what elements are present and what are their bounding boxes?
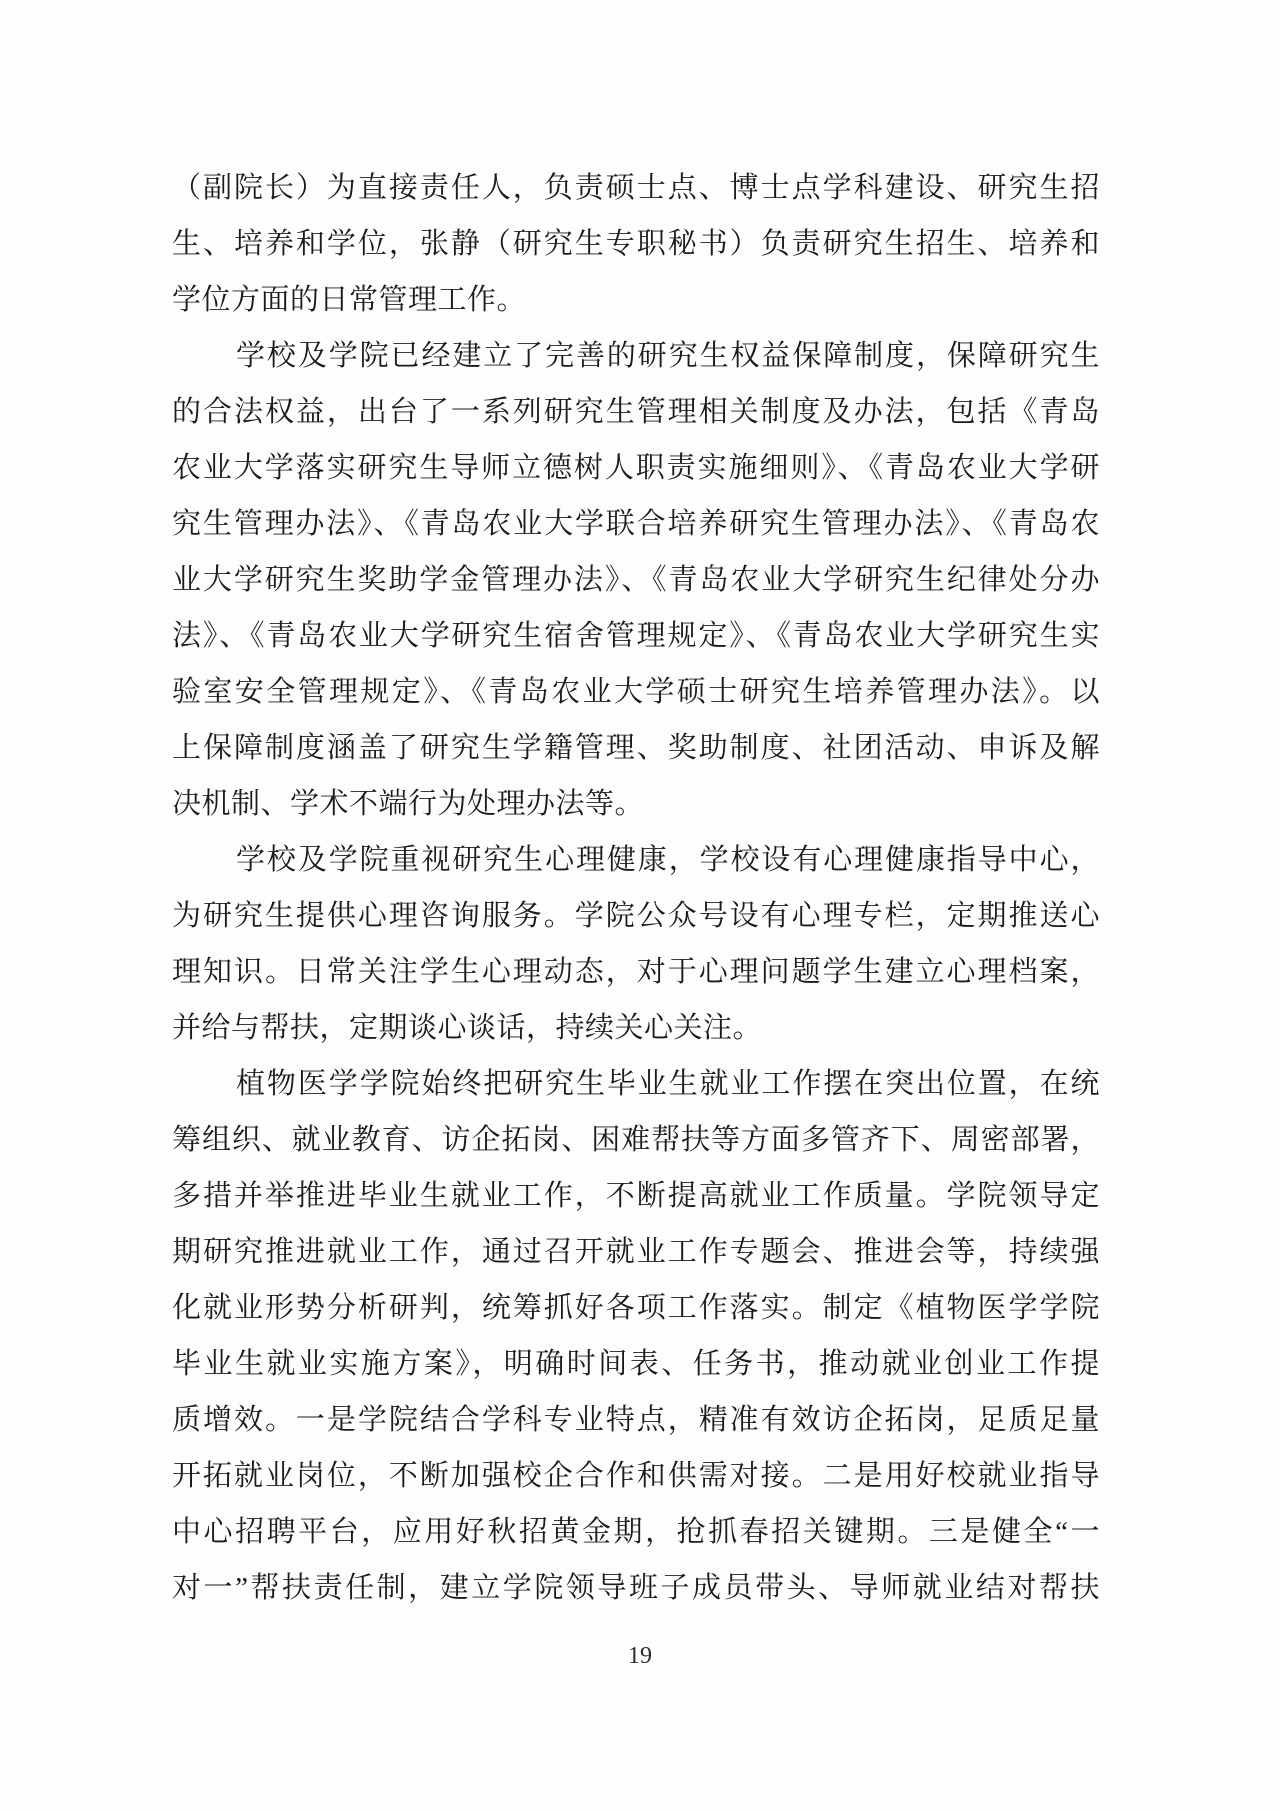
text-line: 学位方面的日常管理工作。 xyxy=(172,284,527,316)
text-line: 毕业生就业实施方案》，明确时间表、任务书，推动就业创业工作提 xyxy=(172,1348,1100,1380)
text-line: 为研究生提供心理咨询服务。学院公众号设有心理专栏，定期推送心 xyxy=(172,900,1100,932)
text-line: 的合法权益，出台了一系列研究生管理相关制度及办法，包括《青岛 xyxy=(172,396,1100,428)
text-line: 化就业形势分析研判，统筹抓好各项工作落实。制定《植物医学学院 xyxy=(172,1292,1100,1324)
text-line: 质增效。一是学院结合学科专业特点，精准有效访企拓岗，足质足量 xyxy=(172,1404,1100,1436)
text-line: 对一”帮扶责任制，建立学院领导班子成员带头、导师就业结对帮扶 xyxy=(172,1572,1100,1604)
paragraph xyxy=(172,832,1100,1056)
text-line: 农业大学落实研究生导师立德树人职责实施细则》、《青岛农业大学研 xyxy=(172,452,1100,484)
text-line: 期研究推进就业工作，通过召开就业工作专题会、推进会等，持续强 xyxy=(172,1236,1100,1268)
paragraph xyxy=(172,160,1100,328)
text-line: 决机制、学术不端行为处理办法等。 xyxy=(172,788,645,820)
text-line: 业大学研究生奖助学金管理办法》、《青岛农业大学研究生纪律处分办 xyxy=(172,564,1100,596)
paragraph xyxy=(172,328,1100,832)
document-body xyxy=(172,160,1100,1616)
text-line: 并给与帮扶，定期谈心谈话，持续关心关注。 xyxy=(172,1012,763,1044)
text-line: 学校及学院重视研究生心理健康，学校设有心理健康指导中心， xyxy=(236,844,1100,876)
text-line: 生、培养和学位，张静（研究生专职秘书）负责研究生招生、培养和 xyxy=(172,228,1100,260)
text-line: 植物医学学院始终把研究生毕业生就业工作摆在突出位置，在统 xyxy=(236,1068,1100,1100)
page-number: 19 xyxy=(628,1643,652,1669)
text-line: 法》、《青岛农业大学研究生宿舍管理规定》、《青岛农业大学研究生实 xyxy=(172,620,1100,652)
text-line: 验室安全管理规定》、《青岛农业大学硕士研究生培养管理办法》。以 xyxy=(172,676,1100,708)
text-line: 开拓就业岗位，不断加强校企合作和供需对接。二是用好校就业指导 xyxy=(172,1460,1100,1492)
text-line: 多措并举推进毕业生就业工作，不断提高就业工作质量。学院领导定 xyxy=(172,1180,1100,1212)
text-line: 筹组织、就业教育、访企拓岗、困难帮扶等方面多管齐下、周密部署， xyxy=(172,1124,1100,1156)
text-line: 中心招聘平台，应用好秋招黄金期，抢抓春招关键期。三是健全“一 xyxy=(172,1516,1100,1548)
text-line: 学校及学院已经建立了完善的研究生权益保障制度，保障研究生 xyxy=(236,340,1100,372)
text-line: 上保障制度涵盖了研究生学籍管理、奖助制度、社团活动、申诉及解 xyxy=(172,732,1100,764)
text-line: 理知识。日常关注学生心理动态，对于心理问题学生建立心理档案， xyxy=(172,956,1100,988)
text-line: 究生管理办法》、《青岛农业大学联合培养研究生管理办法》、《青岛农 xyxy=(172,508,1100,540)
text-line: （副院长）为直接责任人，负责硕士点、博士点学科建设、研究生招 xyxy=(172,172,1100,204)
paragraph xyxy=(172,1056,1100,1616)
